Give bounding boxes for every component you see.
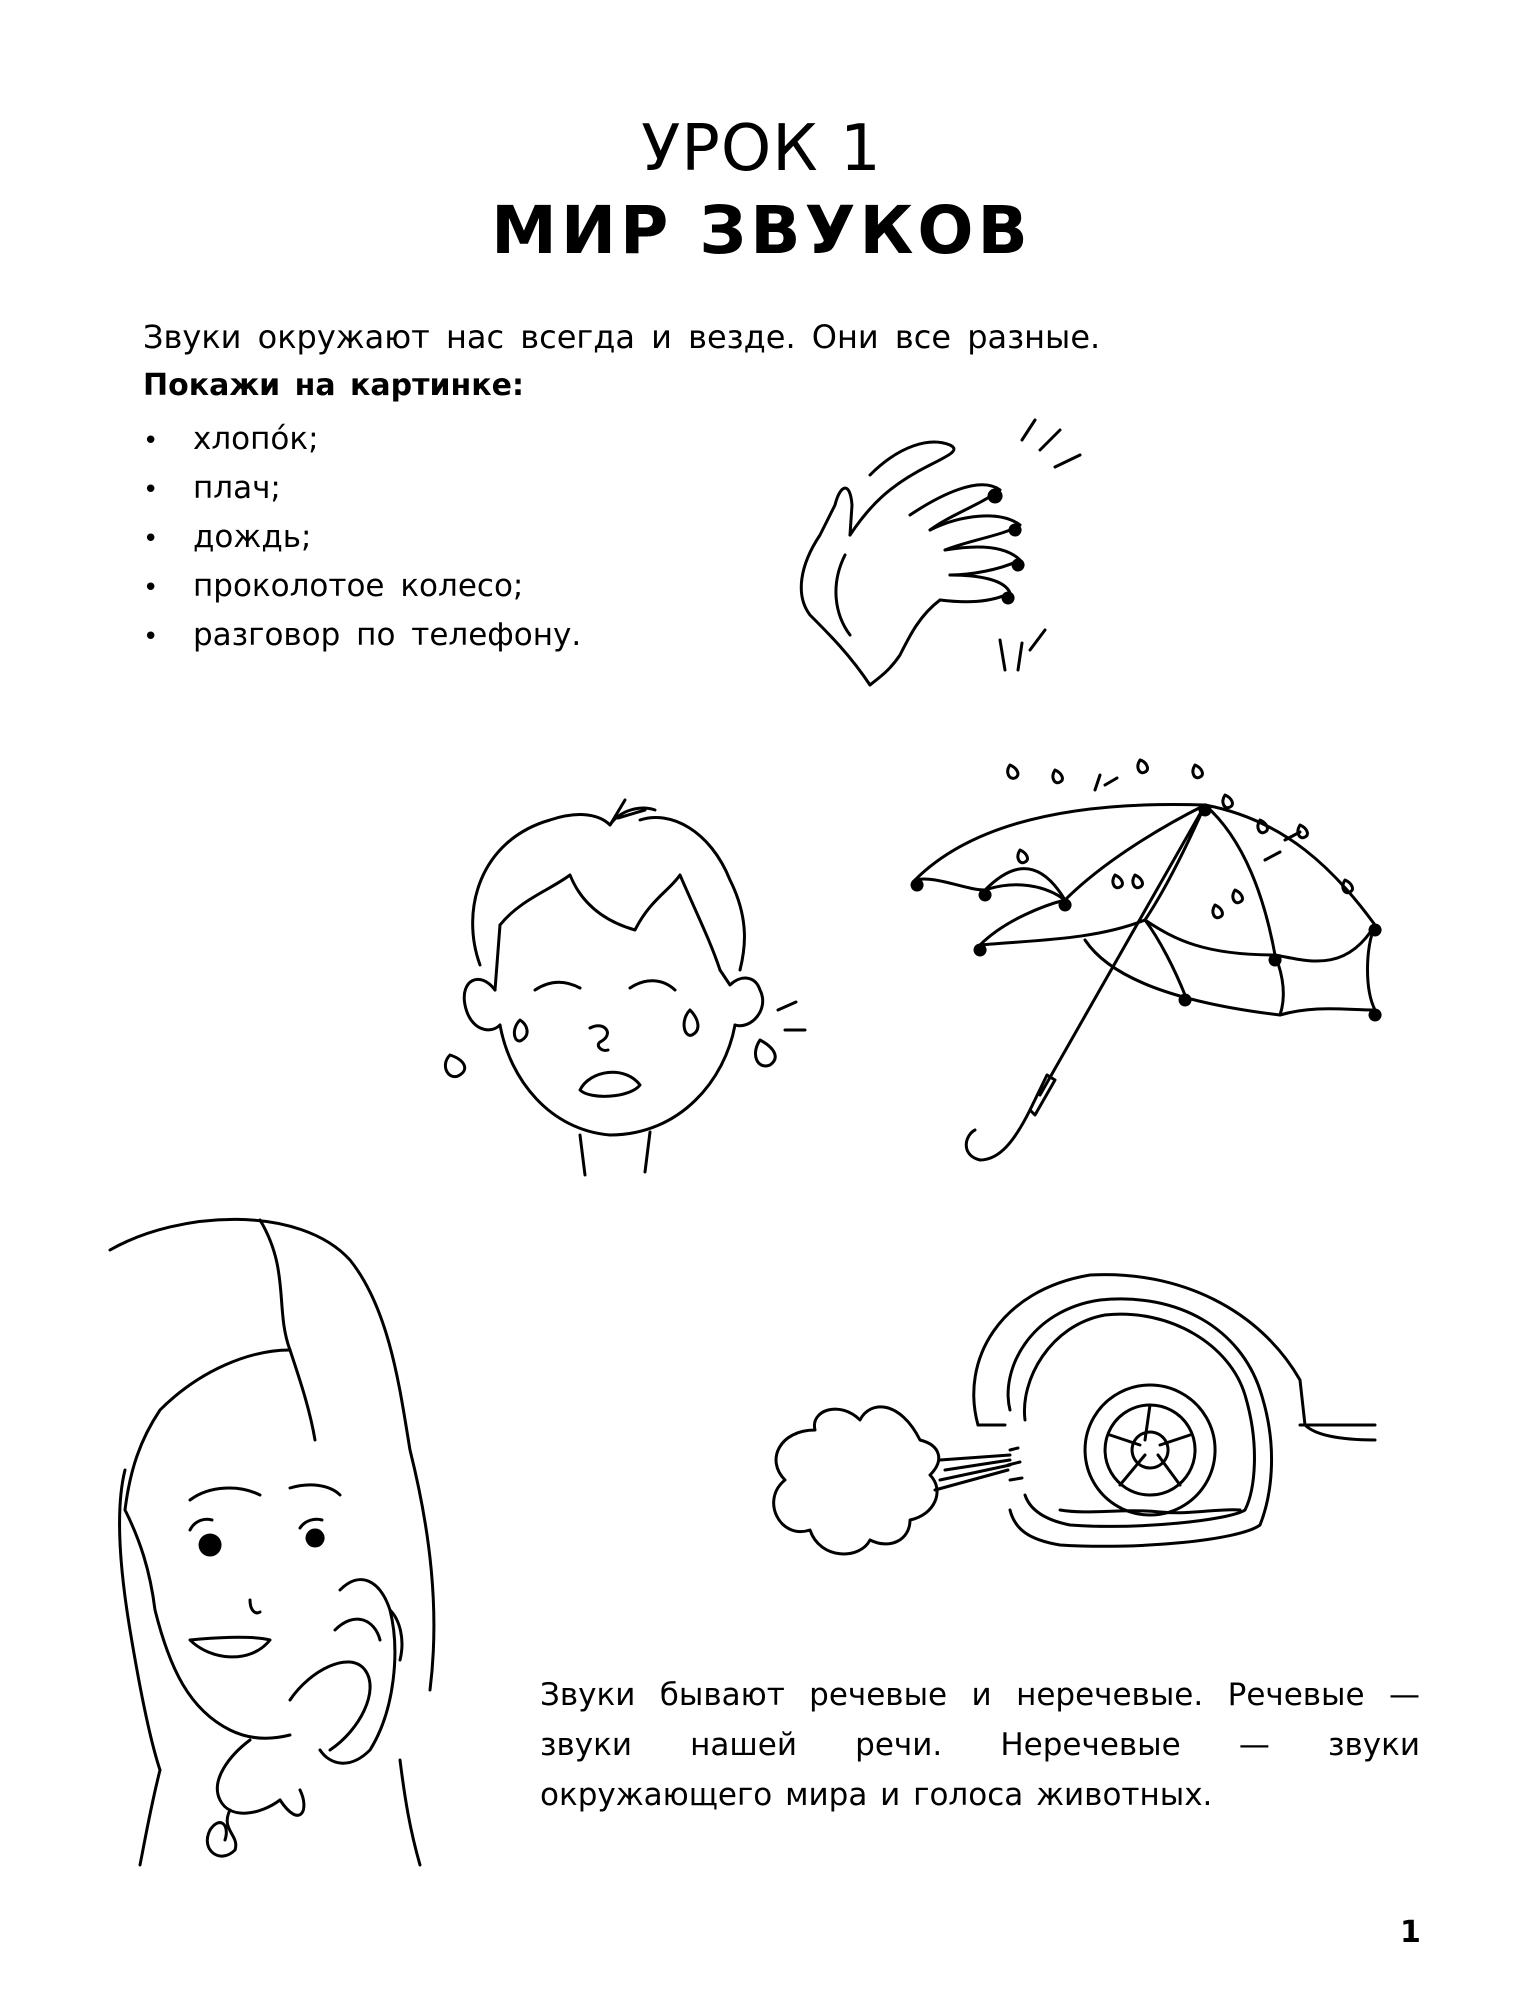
clapping-hands-icon — [790, 415, 1090, 690]
list-item — [143, 562, 581, 611]
list-item-text: плач; — [193, 470, 281, 506]
list-item-text: хлопо́к; — [193, 421, 319, 457]
page-number: 1 — [1400, 1915, 1421, 1950]
list-item — [143, 415, 581, 464]
bullet-icon: • — [143, 573, 159, 603]
intro-text: Звуки окружают нас всегда и везде. Они все разные. — [143, 318, 1101, 356]
lesson-title: МИР ЗВУКОВ — [491, 192, 1032, 269]
list-item-text: проколотое колесо; — [193, 568, 524, 604]
list-item — [143, 513, 581, 562]
girl-phone-icon — [100, 1210, 470, 1870]
crying-boy-icon — [440, 780, 820, 1180]
list-item-text: разговор по телефону. — [193, 617, 582, 653]
task-instruction: Покажи на картинке: — [143, 368, 524, 403]
umbrella-rain-icon — [905, 740, 1385, 1180]
bullet-icon: • — [143, 524, 159, 554]
fact-paragraph: Звуки бывают речевые и неречевые. Речевые — звуки нашей речи. Неречевые — звуки окружающего мира и голоса животных. — [540, 1677, 1420, 1813]
list-item-text: дождь; — [193, 519, 312, 555]
list-item — [143, 611, 581, 660]
lesson-label: УРОК 1 — [641, 112, 882, 186]
bullet-icon: • — [143, 475, 159, 505]
flat-tire-icon — [760, 1250, 1380, 1620]
bullet-icon: • — [143, 622, 159, 652]
sound-list — [143, 415, 581, 660]
bullet-icon: • — [143, 426, 159, 456]
list-item — [143, 464, 581, 513]
